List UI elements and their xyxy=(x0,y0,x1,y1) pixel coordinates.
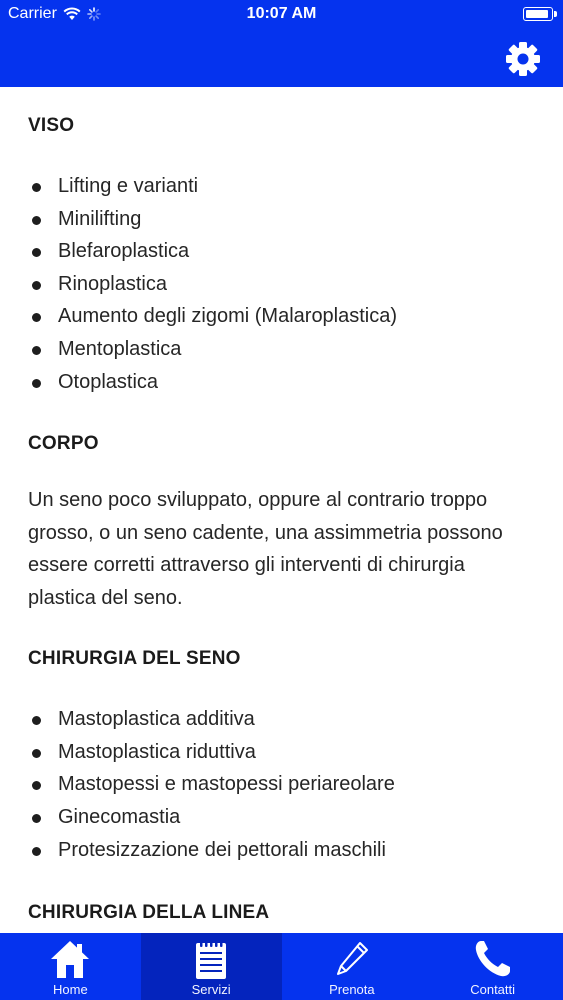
tab-bar xyxy=(0,933,563,1000)
section-title-chirurgia-linea: CHIRURGIA DELLA LINEA xyxy=(28,902,270,924)
tab-servizi-label: Servizi xyxy=(191,982,231,997)
corpo-description: Un seno poco sviluppato, oppure al contrario troppo grosso, o un seno cadente, una assimmetria possono essere corretti attraverso gli interventi di chirurgia plastica del seno. xyxy=(28,489,503,609)
section-title-viso: VISO xyxy=(28,115,75,136)
list-item: Otoplastica xyxy=(58,366,535,399)
section-title-corpo: CORPO xyxy=(28,433,99,455)
pen-icon xyxy=(330,937,374,981)
tab-servizi[interactable] xyxy=(141,933,282,1000)
list-item: Lifting e varianti xyxy=(58,170,535,203)
list-item: Mastopessi e mastopessi periareolare xyxy=(58,768,535,801)
tab-contatti[interactable] xyxy=(422,933,563,1000)
viso-list xyxy=(28,170,535,398)
list-item: Protesizzazione dei pettorali maschili xyxy=(58,834,535,867)
tab-home[interactable] xyxy=(0,933,141,1000)
section-title-chirurgia-seno: CHIRURGIA DEL SENO xyxy=(28,648,241,670)
settings-button[interactable] xyxy=(503,39,543,79)
list-item: Blefaroplastica xyxy=(58,235,535,268)
list-item: Ginecomastia xyxy=(58,801,535,834)
tab-home-label: Home xyxy=(53,982,88,997)
phone-icon xyxy=(471,937,515,981)
tab-prenota[interactable] xyxy=(282,933,423,1000)
list-item: Mastoplastica additiva xyxy=(58,703,535,736)
home-icon xyxy=(48,937,92,981)
notepad-icon xyxy=(189,937,233,981)
services-content[interactable] xyxy=(0,87,563,933)
seno-list xyxy=(28,703,535,866)
status-time: 10:07 AM xyxy=(246,5,317,22)
tab-contatti-label: Contatti xyxy=(470,982,516,997)
battery-icon xyxy=(523,7,553,21)
list-item: Mastoplastica riduttiva xyxy=(58,736,535,769)
status-bar xyxy=(0,0,563,30)
navigation-bar xyxy=(0,30,563,87)
list-item: Rinoplastica xyxy=(58,268,535,301)
carrier-label: Carrier xyxy=(8,5,57,22)
list-item: Minilifting xyxy=(58,203,535,236)
list-item: Aumento degli zigomi (Malaroplastica) xyxy=(58,300,535,333)
list-item: Mentoplastica xyxy=(58,333,535,366)
tab-prenota-label: Prenota xyxy=(329,982,375,997)
gear-icon xyxy=(503,39,543,79)
